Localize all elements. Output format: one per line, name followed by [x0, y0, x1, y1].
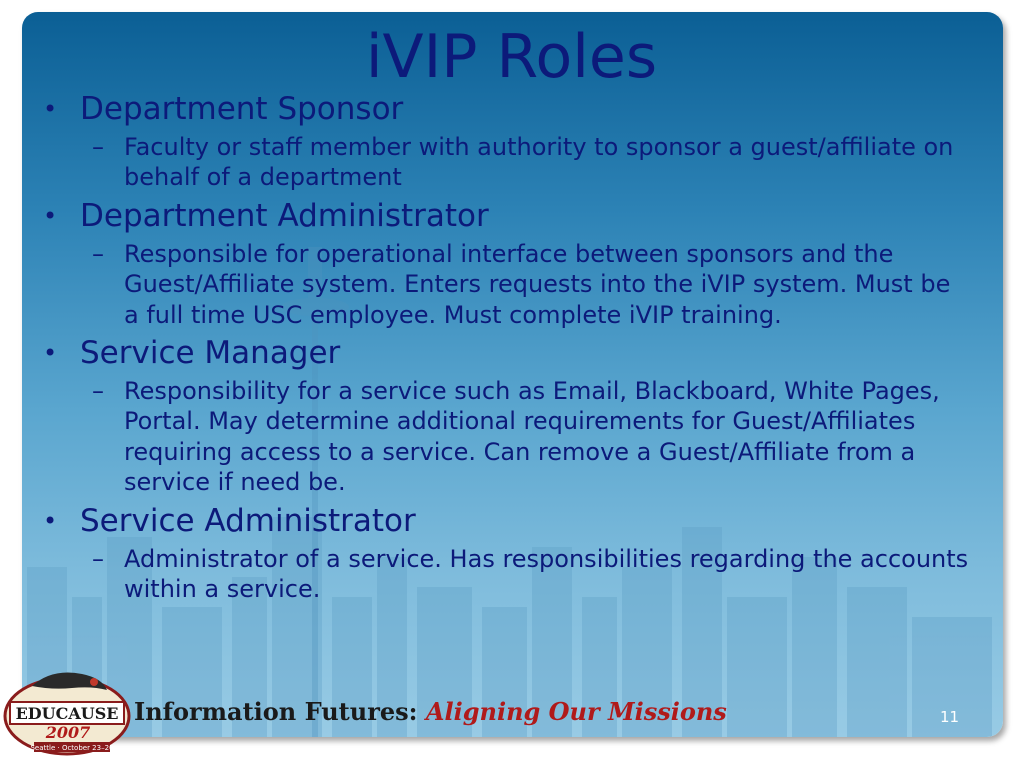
- detail-line: Portal. May determine additional requirements for Guest/Affiliates: [124, 407, 916, 436]
- bullet-department-sponsor: [40, 90, 1000, 128]
- bullet-list: [40, 88, 1000, 608]
- detail-line: Administrator of a service. Has responsibilities regarding the accounts: [124, 544, 969, 573]
- detail-line: a full time USC employee. Must complete iVIP training.: [124, 300, 782, 329]
- logo-location: Seattle · October 23–26: [30, 744, 114, 752]
- detail-line: behalf of a department: [124, 163, 402, 192]
- detail-line: Responsibility for a service such as Email, Blackboard, White Pages,: [124, 377, 940, 406]
- detail-line: Responsible for operational interface between sponsors and the: [124, 239, 894, 268]
- slide-title: iVIP Roles: [365, 22, 658, 92]
- bullet-heading: Department Sponsor: [80, 91, 404, 127]
- bullet-service-administrator: [40, 502, 1000, 540]
- logo-year: 2007: [45, 723, 91, 742]
- bullet-detail: [40, 239, 1000, 330]
- logo-name: EDUCAUSE: [15, 704, 119, 723]
- bullet-dot: •: [43, 95, 58, 123]
- bullet-detail: [40, 132, 1000, 193]
- bullet-dot: •: [43, 201, 58, 230]
- bullet-dot: •: [43, 506, 58, 535]
- footer-text-aligning-missions: Aligning Our Missions: [425, 697, 727, 726]
- bullet-heading: Service Administrator: [80, 502, 416, 539]
- detail-line: within a service.: [124, 575, 321, 604]
- bullet-detail: [40, 376, 1000, 498]
- bullet-heading: Service Manager: [80, 335, 341, 372]
- footer-tagline: [134, 697, 727, 726]
- bullet-department-administrator: [40, 197, 1000, 235]
- bullet-service-manager: [40, 334, 1000, 372]
- bullet-dot: •: [43, 339, 58, 368]
- footer-text-information-futures: Information Futures:: [134, 697, 418, 726]
- detail-line: requiring access to a service. Can remove a Guest/Affiliate from a: [124, 437, 916, 466]
- bullet-heading: Department Administrator: [80, 197, 489, 234]
- dash-marker: –: [92, 133, 104, 161]
- dash-marker: –: [92, 239, 104, 268]
- page-number: 11: [940, 708, 960, 726]
- detail-line: Guest/Affiliate system. Enters requests into the iVIP system. Must be: [124, 270, 951, 299]
- dash-marker: –: [92, 544, 104, 573]
- detail-line: Faculty or staff member with authority to sponsor a guest/affiliate on: [124, 133, 954, 161]
- detail-line: service if need be.: [124, 468, 346, 497]
- educause-logo: [2, 666, 132, 758]
- bullet-detail: [40, 544, 1000, 605]
- dash-marker: –: [92, 377, 104, 406]
